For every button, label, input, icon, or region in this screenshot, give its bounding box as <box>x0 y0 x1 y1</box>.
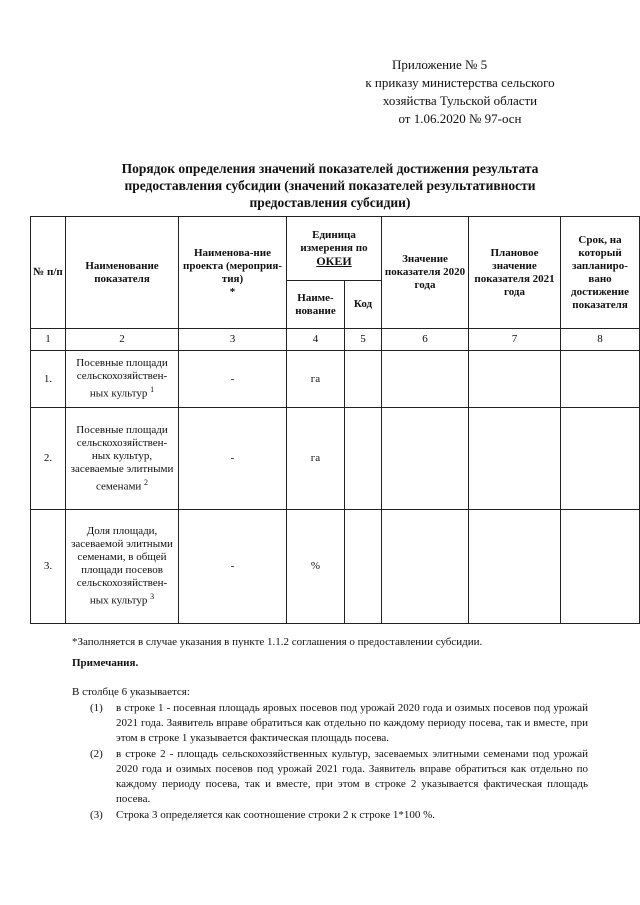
row-name <box>66 408 179 510</box>
notes-list <box>90 701 588 824</box>
row-unit: % <box>287 510 345 624</box>
row-name-text: Доля площади, засеваемой элитными семенами, в общей площади посевов сельскохозяйствен-ных культур <box>71 525 173 607</box>
table-footnote: *Заполняется в случае указания в пункте 1.1.2 соглашения о предоставлении субсидии. <box>72 636 483 648</box>
list-item <box>90 747 588 807</box>
row-name-text: Посевные площади сельскохозяйствен-ных культур, засеваемые элитными семенами <box>70 423 174 493</box>
header-value-2020: Значение показателя 2020 года <box>382 217 469 329</box>
note-text: Строка 3 определяется как соотношение строки 2 к строке 1*100 %. <box>116 809 436 821</box>
row-plan-2021 <box>469 510 561 624</box>
row-deadline <box>561 510 640 624</box>
appendix-line: к приказу министерства сельского <box>365 75 555 90</box>
col-number: 6 <box>382 329 469 351</box>
row-footnote-ref: 2 <box>144 477 149 487</box>
header-project-text: Наименова-ние проекта (мероприя-тия) <box>182 246 283 285</box>
header-num: № п/п <box>31 217 66 329</box>
row-name <box>66 510 179 624</box>
note-text: в строке 1 - посевная площадь яровых посевов под урожай 2020 года и озимых посевов под урожай 2021 года. Заявитель вправе обратиться как отдельно по каждому периоду посева, так и вместе, при этом в строке 1 указывается фактическая площадь посева. <box>116 702 588 744</box>
row-num: 1. <box>31 351 66 408</box>
header-unit-group <box>287 217 382 281</box>
table-row <box>31 408 640 510</box>
note-text: в строке 2 - площадь сельскохозяйственных культур, засеваемых элитными семенами под урожай 2020 года и озимых посевов под урожай 2021 года. Заявитель вправе обратиться как отдельно по каждому периоду посева, так и вместе, при этом в строке 2 указывается фактическая площадь посева. <box>116 748 588 805</box>
row-code <box>345 510 382 624</box>
note-number: (3) <box>90 809 103 821</box>
col-number: 4 <box>287 329 345 351</box>
document-title <box>60 160 600 211</box>
row-plan-2021 <box>469 351 561 408</box>
row-name <box>66 351 179 408</box>
row-deadline <box>561 408 640 510</box>
row-name-text: Посевные площади сельскохозяйствен-ных культур <box>76 357 168 400</box>
header-plan-2021: Плановое значение показателя 2021 года <box>469 217 561 329</box>
header-unit-code: Код <box>345 281 382 329</box>
indicators-table <box>30 216 640 624</box>
header-okei: ОКЕИ <box>316 253 352 268</box>
header-project-mark: * <box>229 285 236 298</box>
col-number: 3 <box>179 329 287 351</box>
column6-intro: В столбце 6 указывается: <box>72 686 190 698</box>
note-number: (2) <box>90 748 103 760</box>
title-line: предоставления субсидии (значений показателей результативности <box>124 178 536 193</box>
row-value-2020 <box>382 351 469 408</box>
row-unit: га <box>287 351 345 408</box>
header-deadline: Срок, на который запланиро-вано достижение показателя <box>561 217 640 329</box>
row-deadline <box>561 351 640 408</box>
row-footnote-ref: 3 <box>150 592 155 602</box>
header-unit-text: Единица измерения по <box>300 228 368 254</box>
appendix-header <box>330 56 590 128</box>
table-row <box>31 510 640 624</box>
title-line: Порядок определения значений показателей достижения результата <box>121 161 539 176</box>
row-num: 2. <box>31 408 66 510</box>
row-code <box>345 351 382 408</box>
table-row <box>31 351 640 408</box>
appendix-line: от 1.06.2020 № 97-осн <box>398 111 522 126</box>
row-value-2020 <box>382 408 469 510</box>
col-number: 8 <box>561 329 640 351</box>
row-value-2020 <box>382 510 469 624</box>
header-name: Наименование показателя <box>66 217 179 329</box>
row-project: - <box>179 351 287 408</box>
title-line: предоставления субсидии) <box>249 195 411 210</box>
row-project: - <box>179 408 287 510</box>
col-number: 1 <box>31 329 66 351</box>
header-project <box>179 217 287 329</box>
header-unit-name: Наиме-нование <box>287 281 345 329</box>
note-number: (1) <box>90 702 103 714</box>
list-item <box>90 808 588 823</box>
list-item <box>90 701 588 746</box>
appendix-line: Приложение № 5 <box>392 57 488 72</box>
col-number: 7 <box>469 329 561 351</box>
appendix-line: хозяйства Тульской области <box>382 93 538 108</box>
row-unit: га <box>287 408 345 510</box>
row-footnote-ref: 1 <box>150 385 155 395</box>
row-project: - <box>179 510 287 624</box>
row-plan-2021 <box>469 408 561 510</box>
row-num: 3. <box>31 510 66 624</box>
col-number: 2 <box>66 329 179 351</box>
notes-title: Примечания. <box>72 657 139 669</box>
col-number: 5 <box>345 329 382 351</box>
row-code <box>345 408 382 510</box>
